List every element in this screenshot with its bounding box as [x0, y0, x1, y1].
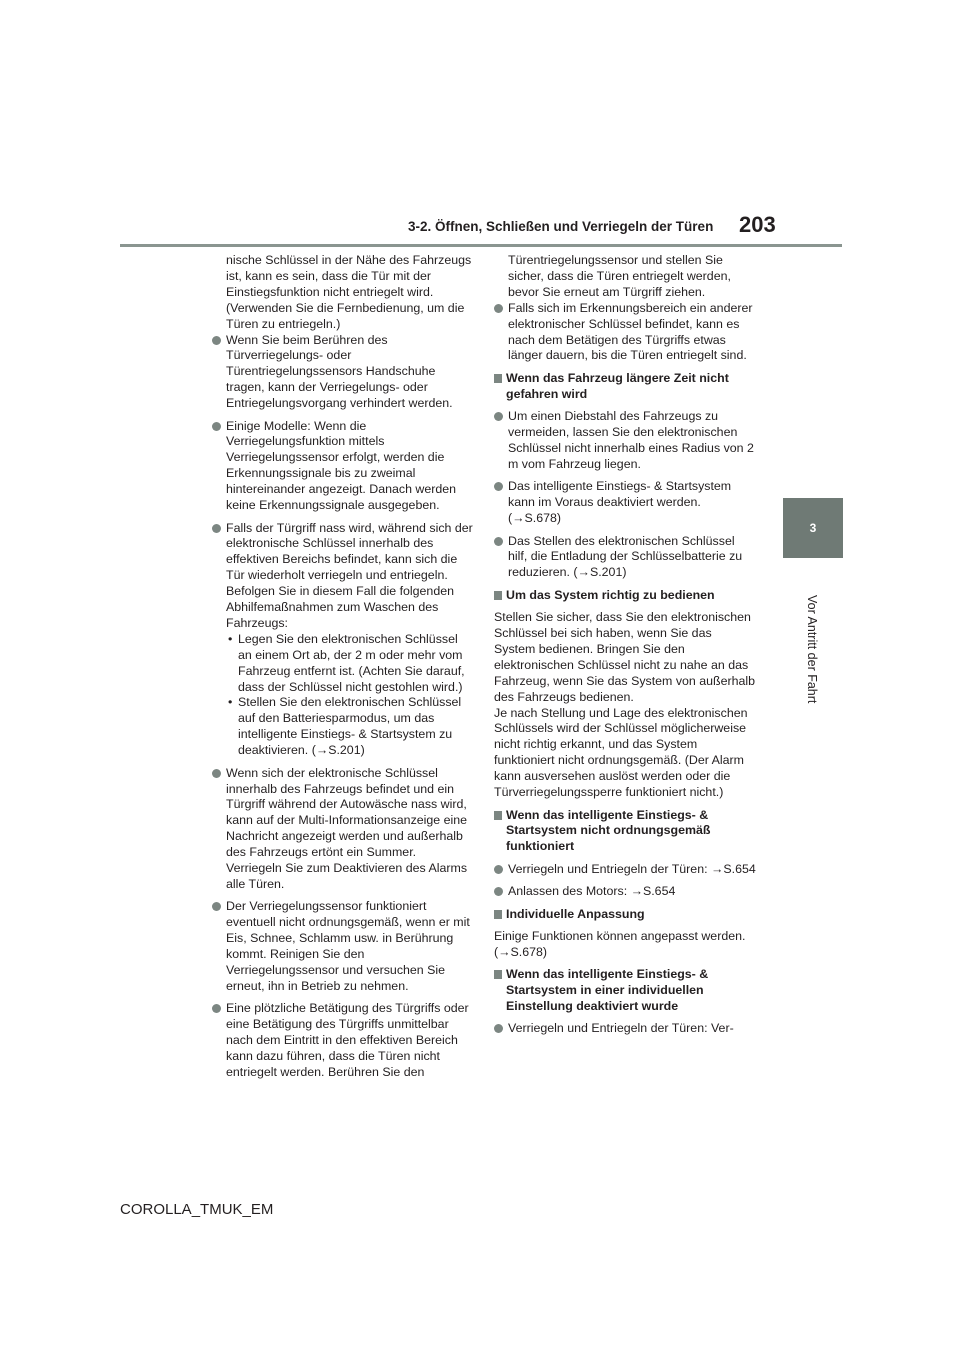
bullet-icon — [494, 887, 503, 896]
list-item: Verriegeln und Entriegeln der Türen: Ver- — [494, 1021, 756, 1037]
list-item: Wenn sich der elektronische Schlüssel innerhalb des Fahrzeugs befindet und ein Türgriff während der Autowäsche nass wird, kann auf der Multi-Informationsanzeige eine Nachricht angezeigt werden und außerhalb des Fahrzeugs ertönt ein Summer. Verriegeln Sie zum Deaktivieren des Alarms alle Türen. — [212, 766, 474, 893]
list-item: Eine plötzliche Betätigung des Türgriffs oder eine Betätigung des Türgriffs unmittelbar nach dem Eintritt in den effektiven Bereich kann dazu führen, dass die Türen nicht entriegelt werden. Berühren Sie den — [212, 1001, 474, 1081]
bullet-icon — [494, 537, 503, 546]
list-item: Der Verriegelungssensor funktioniert eventuell nicht ordnungsgemäß, wenn er mit Eis, Schnee, Schlamm usw. in Berührung kommt. Reinigen Sie den Verriegelungssensor und versuchen Sie erneut, ihn in Betrieb zu nehmen. — [212, 899, 474, 994]
right-column — [494, 253, 756, 1044]
left-column — [212, 253, 474, 1087]
list-item: Anlassen des Motors: →S.654 — [494, 884, 756, 900]
section-heading: Wenn das intelligente Einstiegs- & Startsystem nicht ordnungsgemäß funktioniert — [494, 808, 756, 856]
paragraph: Einige Funktionen können angepasst werden. (→S.678) — [494, 928, 746, 959]
sub-bullet-icon: • — [228, 695, 233, 710]
list-item: Falls der Türgriff nass wird, während sich der elektronische Schlüssel innerhalb des effektiven Bereichs befindet, kann sich die Tür wiederholt verriegeln und entriegeln. Befolgen Sie in diesem Fall die folgenden Abhilfemaßnahmen zum Waschen des Fahrzeugs: — [212, 521, 474, 632]
document-code: COROLLA_TMUK_EM — [120, 1201, 274, 1218]
list-item: Verriegeln und Entriegeln der Türen: →S.654 — [494, 862, 756, 878]
section-heading: Wenn das Fahrzeug längere Zeit nicht gefahren wird — [494, 371, 756, 403]
bullet-icon — [494, 304, 503, 313]
sub-list — [212, 632, 474, 759]
chapter-tab — [783, 498, 843, 558]
bullet-icon — [212, 902, 221, 911]
bullet-icon — [494, 482, 503, 491]
section-heading: Individuelle Anpassung — [494, 907, 756, 923]
bullet-icon — [494, 412, 503, 421]
bullet-icon — [212, 422, 221, 431]
bullet-icon — [494, 1024, 503, 1033]
header-divider — [120, 244, 842, 247]
sub-list-item: • Stellen Sie den elektronischen Schlüssel auf den Batteriesparmodus, um das intelligente Einstiegs- & Startsystem zu deaktivieren. (→S.201) — [228, 695, 462, 758]
list-item: Das Stellen des elektronischen Schlüssel hilf, die Entladung der Schlüsselbatterie zu reduzieren. (→S.201) — [494, 534, 756, 582]
continuation-text: Türentriegelungssensor und stellen Sie sicher, dass die Türen entriegelt werden, bevor Sie erneut am Türgriff ziehen. — [508, 253, 731, 299]
sub-list-item: • Legen Sie den elektronischen Schlüssel an einem Ort ab, der 2 m oder mehr vom Fahrzeug entfernt ist. (Achten Sie darauf, dass der Schlüssel nicht gestohlen wird.) — [228, 631, 465, 694]
square-bullet-icon — [494, 374, 502, 383]
paragraph: Stellen Sie sicher, dass Sie den elektronischen Schlüssel bei sich haben, wenn Sie das System bedienen. Bringen Sie den elektronischen Schlüssel nicht zu nahe an das Fahrzeug, wenn Sie das System von außerhalb des Fahrzeugs bedienen. — [494, 610, 756, 704]
sub-bullet-icon: • — [228, 631, 233, 646]
square-bullet-icon — [494, 970, 502, 979]
bullet-icon — [212, 1004, 221, 1013]
paragraph: Je nach Stellung und Lage des elektronischen Schlüssels wird der Schlüssel möglicherweise nicht richtig erkannt, und das System funktioniert nicht ordnungsgemäß. (Der Alarm kann ausversehen auslöst werden oder die Türverriegelungssperre funktioniert nicht.) — [494, 705, 748, 800]
section-title: 3-2. Öffnen, Schließen und Verriegeln der Türen — [408, 219, 714, 234]
chapter-number: 3 — [809, 521, 817, 535]
continuation-text: nische Schlüssel in der Nähe des Fahrzeugs ist, kann es sein, dass die Tür mit der Einstiegsfunktion nicht entriegelt wird. (Verwenden Sie die Fernbedienung, um die Türen zu entriegeln.) — [226, 253, 472, 331]
list-item: Einige Modelle: Wenn die Verriegelungsfunktion mittels Verriegelungssensor erfolgt, werden die Erkennungssignale bis zu zweimal hintereinander angezeigt. Danach werden keine Erkennungssignale ausgegeben. — [212, 419, 474, 514]
bullet-icon — [212, 769, 221, 778]
chapter-label: Vor Antritt der Fahrt — [805, 595, 819, 704]
bullet-icon — [494, 865, 503, 874]
bullet-icon — [212, 524, 221, 533]
list-item: Wenn Sie beim Berühren des Türverriegelungs- oder Türentriegelungssensors Handschuhe tragen, kann der Verriegelungs- oder Entriegelungsvorgang verhindert werden. — [212, 333, 474, 413]
list-item: Falls sich im Erkennungsbereich ein anderer elektronischer Schlüssel befindet, kann es nach dem Betätigen des Türgriffs etwas länger dauern, bis die Türen entriegelt sind. — [494, 301, 756, 365]
page-number: 203 — [739, 212, 776, 237]
section-heading: Um das System richtig zu bedienen — [494, 588, 756, 604]
list-item: Um einen Diebstahl des Fahrzeugs zu vermeiden, lassen Sie den elektronischen Schlüssel nicht innerhalb eines Radius von 2 m vom Fahrzeug liegen. — [494, 409, 756, 473]
section-heading: Wenn das intelligente Einstiegs- & Startsystem in einer individuellen Einstellung deaktiviert wurde — [494, 967, 756, 1015]
square-bullet-icon — [494, 910, 502, 919]
square-bullet-icon — [494, 591, 502, 600]
square-bullet-icon — [494, 811, 502, 820]
list-item: Das intelligente Einstiegs- & Startsystem kann im Voraus deaktiviert werden. (→S.678) — [494, 479, 756, 527]
bullet-icon — [212, 336, 221, 345]
